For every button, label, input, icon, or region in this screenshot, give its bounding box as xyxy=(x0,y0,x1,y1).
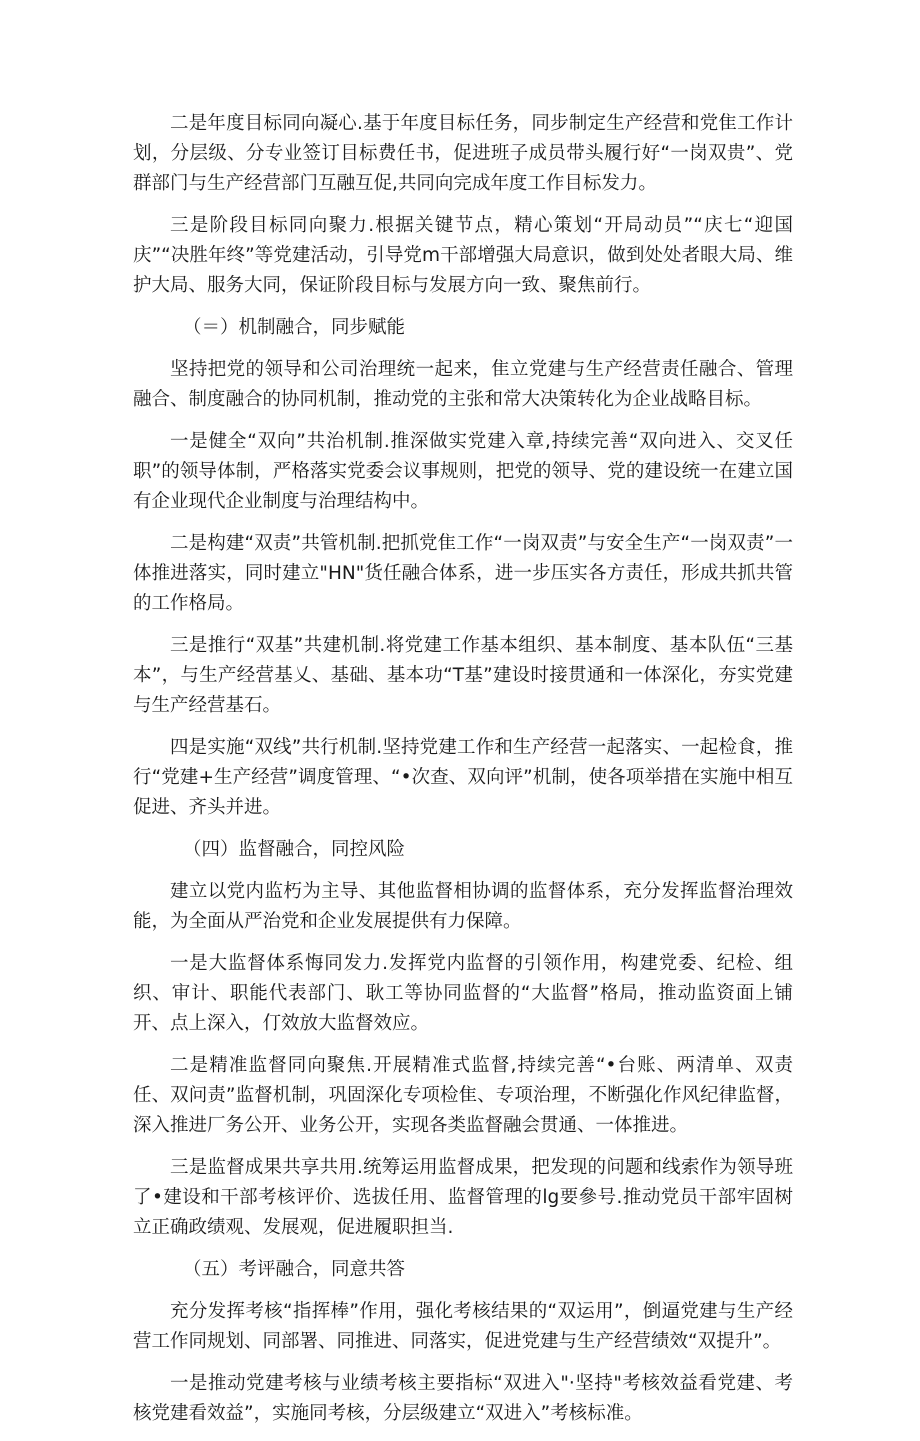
paragraph: 二是年度目标同向凝心.基于年度目标任务，同步制定生产经营和党隹工作计划，分层级、分专业签订目标费任书，促进班子成员带头履行好“一岗双贵”、党群部门与生产经营部门互融互促,共同向完成年度工作目标发力。 xyxy=(133,113,793,194)
section-heading: （四）监督融合，同控风险 xyxy=(183,839,406,860)
paragraph: 建立以党内监朽为主导、其他监督相协调的监督体系，充分发挥监督治理效能，为全面从严治党和企业发展提供有力保障。 xyxy=(133,881,793,932)
paragraph: 三是监督成果共享共用.统筹运用监督成果，把发现的问题和线索作为领导班了•建设和干部考核评价、选拔任用、监督管理的lg要參号.推动党员干部牢固树立正确政绩观、发展观，促进履职担当. xyxy=(133,1157,793,1238)
paragraph: 二是精准监督同向聚焦.开展精准式监督,持续完善“•台账、两清单、双责任、双问责”监督机制，巩固深化专项检隹、专项治理，不断强化作风纪律监督，深入推进厂务公开、业务公开，实现各类监督融会贯通、一体推进。 xyxy=(133,1055,793,1136)
paragraph: 四是实施“双线”共行机制.坚持党建工作和生产经营一起落实、一起检食，推行“党建+生产经营”调度管理、“•次查、双向评”机制，使各项举措在实施中相互促进、齐头并进。 xyxy=(133,737,793,818)
paragraph: 充分发挥考核“指挥棒”作用，强化考核结果的“双运用”，倒逼党建与生产经营工作同规划、同部署、同推进、同落实，促进党建与生产经营绩效“双提升”。 xyxy=(133,1301,793,1352)
section-heading: （五）考评融合，同意共答 xyxy=(183,1259,406,1280)
document-body xyxy=(133,109,793,1441)
paragraph: 一是推动党建考核与业绩考核主要指标“双进入"·坚持"考核效益看党建、考核党建看效益”，实施同考核，分层级建立“双进入”考核标准。 xyxy=(133,1373,793,1424)
paragraph: 三是推行“双基”共建机制.将党建工作基本组织、基本制度、基本队伍“三基本”，与生产经营基乂、基础、基本功“T基”建设时接贯通和一体深化，夯实党建与生产经营基石。 xyxy=(133,635,793,716)
paragraph: 一是健全“双向”共治机制.推深做实党建入章,持续完善“双向进入、交叉任职”的领导体制，严格落实党委会议事规则，把党的领导、党的建设统一在建立国有企业现代企业制度与治理结构中。 xyxy=(133,431,793,512)
paragraph: 坚持把党的领导和公司治理统一起来，隹立党建与生产经营责任融合、管理融合、制度融合的协同机制，推动党的主张和常大决策转化为企业战略目标。 xyxy=(133,359,793,410)
paragraph: 一是大监督体系悔同发力.发挥党内监督的引领作用，构建党委、纪检、组织、审计、职能代表部门、耿工等协同监督的“大监督”格局，推动监资面上铺开、点上深入，仃效放大监督效应。 xyxy=(133,953,793,1034)
section-heading: （＝）机制融合，同步赋能 xyxy=(183,317,406,338)
paragraph: 三是阶段目标同向聚力.根据关键节点，精心策划“开局动员”“庆七“迎国庆”“决胜年终”等党建活动，引导党m干部增强大局意识，做到处处者眼大局、维护大局、服务大同，保证阶段目标与发展方向一致、聚焦前行。 xyxy=(133,215,793,296)
paragraph: 二是构建“双责”共管机制.把抓党隹工作“一岗双责”与安全生产“一岗双责”一体推进落实，同时建立"HN"货任融合体系，进一步压实各方责任，形成共抓共管的工作格局。 xyxy=(133,533,793,614)
